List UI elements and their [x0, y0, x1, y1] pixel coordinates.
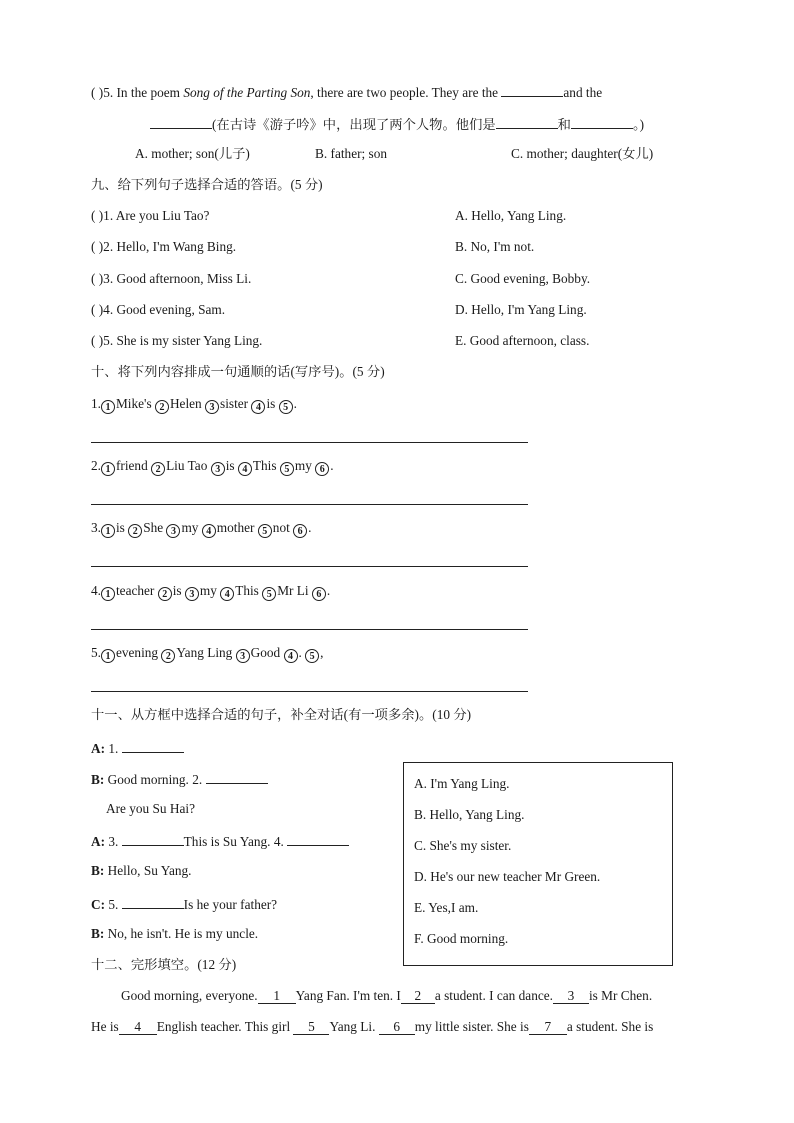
dialogue-text: This is Su Yang. 4.: [183, 834, 284, 849]
q9-answer-d: D. Hello, I'm Yang Ling.: [455, 302, 587, 317]
circled-number: 4: [251, 400, 265, 414]
question-text: and the: [563, 85, 603, 100]
answer-line[interactable]: [91, 691, 528, 692]
circled-number: 2: [151, 462, 165, 476]
word-chunk: Mr Li: [277, 583, 312, 598]
box-option-d: D. He's our new teacher Mr Green.: [414, 869, 601, 884]
word-chunk: my: [181, 520, 202, 535]
q9-question-5[interactable]: ( )5. She is my sister Yang Ling.: [91, 333, 263, 348]
box-option-b: B. Hello, Yang Ling.: [414, 807, 525, 822]
word-chunk: Helen: [169, 396, 206, 411]
box-option-a: A. I'm Yang Ling.: [414, 776, 510, 791]
word-chunk: is: [115, 520, 129, 535]
q9-answer-c: C. Good evening, Bobby.: [455, 271, 591, 286]
circled-number: 5: [262, 587, 276, 601]
word-chunk: Mike's: [115, 396, 155, 411]
word-chunk: .: [308, 520, 312, 535]
word-chunk: not: [272, 520, 294, 535]
item-number: 2.: [91, 458, 101, 473]
cloze-blank-2[interactable]: 2: [401, 989, 435, 1004]
cloze-line-2: [91, 1018, 653, 1036]
dialogue-text: Hello, Su Yang.: [107, 863, 192, 878]
circled-number: 5: [279, 400, 293, 414]
circled-number: 2: [161, 649, 175, 663]
answer-blank[interactable]: [287, 831, 349, 846]
dialogue-text: No, he isn't. He is my uncle.: [107, 926, 259, 941]
circled-number: 5: [305, 649, 319, 663]
dialogue-text: 1.: [108, 741, 119, 756]
box-option-c: C. She's my sister.: [414, 838, 512, 853]
word-chunk: teacher: [115, 583, 158, 598]
question-text-cn: 。): [632, 117, 645, 132]
q10-item-5: [91, 644, 324, 663]
passage-text: Yang Fan. I'm ten. I: [295, 988, 401, 1003]
word-chunk: my: [294, 458, 316, 473]
box-option-e: E. Yes,I am.: [414, 900, 479, 915]
word-chunk: This: [235, 583, 263, 598]
circled-number: 2: [158, 587, 172, 601]
passage-text: my little sister. She is: [414, 1019, 529, 1034]
dialogue-text: Good morning. 2.: [107, 772, 203, 787]
question-text: , there are two people. They are the: [310, 85, 502, 100]
speaker-label: B:: [91, 772, 105, 787]
answer-blank[interactable]: [122, 894, 184, 909]
speaker-label: A:: [91, 741, 106, 756]
passage-text: He is: [91, 1019, 119, 1034]
cloze-blank-6[interactable]: 6: [379, 1020, 415, 1035]
option-c[interactable]: C. mother; daughter(女儿): [511, 146, 654, 161]
word-chunk: ,: [320, 645, 324, 660]
options-box: [403, 762, 673, 966]
cloze-blank-4[interactable]: 4: [119, 1020, 157, 1035]
q9-question-1[interactable]: ( )1. Are you Liu Tao?: [91, 208, 210, 223]
cloze-blank-1[interactable]: 1: [258, 989, 296, 1004]
answer-blank[interactable]: [501, 82, 563, 97]
dialogue-line-b2: [91, 862, 191, 880]
circled-number: 5: [258, 524, 272, 538]
word-chunk: evening: [115, 645, 162, 660]
circled-number: 4: [284, 649, 298, 663]
cloze-line-1: [121, 987, 652, 1005]
q9-question-3[interactable]: ( )3. Good afternoon, Miss Li.: [91, 271, 252, 286]
circled-number: 1: [101, 524, 115, 538]
circled-number: 1: [101, 649, 115, 663]
q9-question-2[interactable]: ( )2. Hello, I'm Wang Bing.: [91, 239, 237, 254]
q10-item-4: [91, 582, 330, 601]
item-number: 5.: [91, 645, 101, 660]
dialogue-line-b1-cont: Are you Su Hai?: [106, 801, 195, 816]
circled-number: 6: [312, 587, 326, 601]
circled-number: 1: [101, 587, 115, 601]
answer-line[interactable]: [91, 504, 528, 505]
word-chunk: is: [266, 396, 279, 411]
answer-blank[interactable]: [122, 738, 184, 753]
item-number: 1.: [91, 396, 101, 411]
circled-number: 3: [205, 400, 219, 414]
circled-number: 3: [166, 524, 180, 538]
dialogue-text: 3.: [108, 834, 119, 849]
word-chunk: Good: [250, 645, 284, 660]
box-option-f: F. Good morning.: [414, 931, 509, 946]
circled-number: 4: [202, 524, 216, 538]
passage-text: English teacher. This girl: [156, 1019, 294, 1034]
option-b[interactable]: B. father; son: [315, 146, 388, 161]
q9-question-4[interactable]: ( )4. Good evening, Sam.: [91, 302, 226, 317]
answer-blank[interactable]: [571, 114, 633, 129]
passage-text: Good morning, everyone.: [121, 988, 258, 1003]
answer-paren[interactable]: ( ): [91, 85, 104, 100]
section-heading-9: 九、给下列句子选择合适的答语。(5 分): [91, 177, 323, 192]
item-number: 5.: [103, 85, 114, 100]
word-chunk: She: [143, 520, 167, 535]
answer-line[interactable]: [91, 566, 528, 567]
q10-item-3: [91, 519, 311, 538]
word-chunk: mother: [216, 520, 258, 535]
question-text-cn: 和: [557, 117, 571, 132]
q9-answer-e: E. Good afternoon, class.: [455, 333, 590, 348]
section-heading-12: 十二、完形填空。(12 分): [91, 957, 237, 972]
answer-blank[interactable]: [496, 114, 558, 129]
question-text-cn: (在古诗《游子吟》中，出现了两个人物。他们是: [212, 117, 496, 132]
circled-number: 3: [211, 462, 225, 476]
dialogue-line-c1: [91, 894, 277, 914]
answer-blank[interactable]: [122, 831, 184, 846]
dialogue-line-b1: [91, 769, 268, 789]
word-chunk: .: [326, 583, 331, 598]
word-chunk: Yang Ling: [176, 645, 236, 660]
q9-answer-b: B. No, I'm not.: [455, 239, 535, 254]
word-chunk: .: [330, 458, 334, 473]
passage-text: Yang Li.: [329, 1019, 379, 1034]
word-chunk: This: [252, 458, 280, 473]
circled-number: 5: [280, 462, 294, 476]
circled-number: 3: [236, 649, 250, 663]
circled-number: 1: [101, 462, 115, 476]
circled-number: 4: [238, 462, 252, 476]
q10-item-2: [91, 457, 334, 476]
dialogue-line-a2: [91, 831, 349, 851]
section-heading-11: 十一、从方框中选择合适的句子，补全对话(有一项多余)。(10 分): [91, 707, 472, 722]
word-chunk: Liu Tao: [166, 458, 211, 473]
q9-answer-a: A. Hello, Yang Ling.: [455, 208, 567, 223]
option-a[interactable]: A. mother; son(儿子): [135, 146, 250, 161]
dialogue-text: 5.: [108, 897, 119, 912]
speaker-label: B:: [91, 863, 105, 878]
speaker-label: C:: [91, 897, 106, 912]
circled-number: 2: [155, 400, 169, 414]
item-number: 4.: [91, 583, 101, 598]
speaker-label: A:: [91, 834, 106, 849]
word-chunk: is: [172, 583, 185, 598]
passage-text: is Mr Chen.: [588, 988, 653, 1003]
word-chunk: my: [199, 583, 221, 598]
dialogue-text: Is he your father?: [183, 897, 278, 912]
circled-number: 6: [293, 524, 307, 538]
poem-title: Song of the Parting Son: [183, 85, 311, 100]
circled-number: 2: [128, 524, 142, 538]
cloze-blank-5[interactable]: 5: [293, 1020, 329, 1035]
passage-text: a student. I can dance.: [434, 988, 553, 1003]
question-text: In the poem: [116, 85, 184, 100]
word-chunk: sister: [220, 396, 252, 411]
circled-number: 6: [315, 462, 329, 476]
speaker-label: B:: [91, 926, 105, 941]
section-heading-10: 十、将下列内容排成一句通顺的话(写序号)。(5 分): [91, 364, 385, 379]
passage-text: a student. She is: [566, 1019, 654, 1034]
q8-item5-line1: [91, 82, 602, 102]
circled-number: 1: [101, 400, 115, 414]
dialogue-line-a1: [91, 738, 184, 758]
answer-blank[interactable]: [150, 114, 212, 129]
answer-line[interactable]: [91, 629, 528, 630]
circled-number: 3: [185, 587, 199, 601]
item-number: 3.: [91, 520, 101, 535]
q8-item5-line2: [150, 114, 644, 134]
word-chunk: friend: [115, 458, 152, 473]
answer-line[interactable]: [91, 442, 528, 443]
word-chunk: .: [298, 645, 306, 660]
word-chunk: is: [225, 458, 238, 473]
cloze-blank-3[interactable]: 3: [553, 989, 589, 1004]
answer-blank[interactable]: [206, 769, 268, 784]
cloze-blank-7[interactable]: 7: [529, 1020, 567, 1035]
q10-item-1: [91, 395, 297, 414]
circled-number: 4: [220, 587, 234, 601]
word-chunk: .: [293, 396, 297, 411]
dialogue-line-b3: [91, 925, 258, 943]
